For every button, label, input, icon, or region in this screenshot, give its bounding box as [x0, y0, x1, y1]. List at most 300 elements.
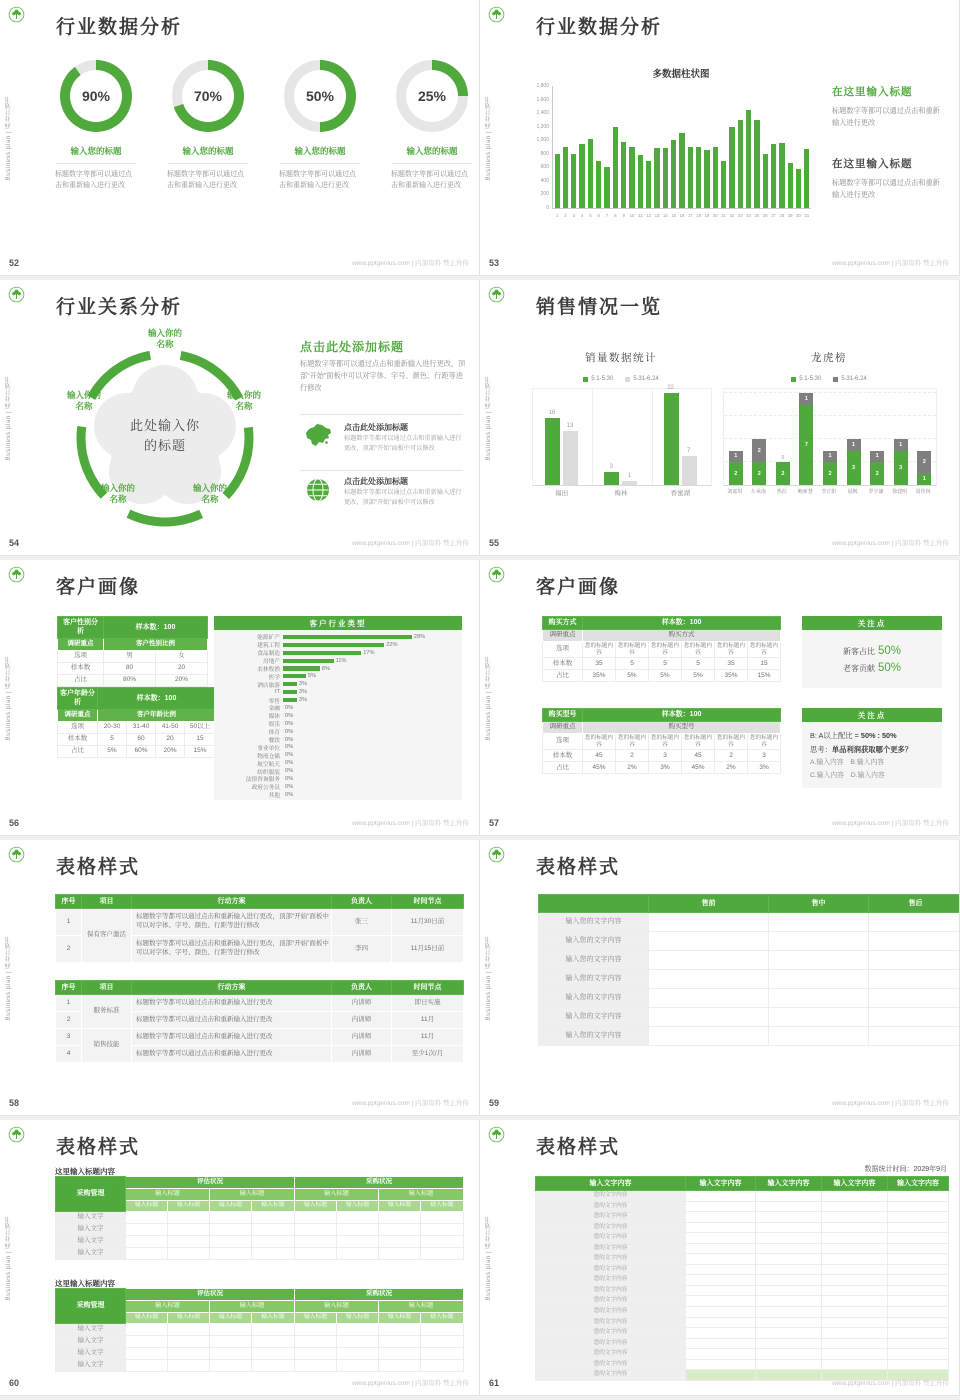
cell — [168, 1212, 210, 1224]
sidebar-vertical-text: Business plan | 商业计划书 — [486, 95, 492, 180]
hbar-label: 酒店旅游 — [257, 682, 280, 689]
donut-value: 70% — [182, 70, 234, 122]
cell — [769, 1008, 869, 1027]
cell — [379, 1348, 421, 1360]
cell — [822, 1359, 888, 1370]
donut-desc: 标题数字等都可以通过点击和重新输入进行更改 — [167, 171, 244, 190]
donut-block — [50, 60, 142, 191]
bar — [804, 149, 809, 208]
segment-value: 1 — [922, 476, 926, 483]
cell: 20 — [156, 662, 208, 674]
header-cell: 售后 — [869, 895, 960, 913]
multi-bar-chart — [536, 83, 811, 218]
cell — [769, 970, 869, 989]
cell — [168, 1224, 210, 1236]
bar — [671, 140, 676, 208]
cell — [649, 932, 769, 951]
x-tick: 12 — [646, 213, 652, 218]
page-number: 61 — [489, 1378, 500, 1388]
hbar — [283, 643, 384, 647]
hbar-value: 17% — [363, 649, 375, 656]
header-cell: 采购管理 — [56, 1289, 126, 1324]
footer-credit: www.pptgenius.com | 内部资料 禁止外传 — [352, 260, 469, 267]
cell: 3 — [56, 1029, 82, 1046]
cell — [756, 1243, 822, 1254]
x-tick: 2 — [564, 213, 567, 218]
procurement-table — [55, 1288, 464, 1372]
cell: 1 — [56, 995, 82, 1012]
bar — [545, 418, 560, 485]
x-tick: 28 — [779, 213, 785, 218]
cell — [252, 1212, 295, 1224]
cell: 5 — [616, 658, 649, 670]
donut-desc: 标题数字等都可以通过点击和重新输入进行更改 — [391, 171, 468, 190]
hbar-row — [214, 680, 462, 688]
cell: 2 — [616, 750, 649, 762]
legend-label: 5.1-5.30 — [591, 376, 614, 382]
age-analysis-table — [57, 687, 216, 758]
x-tick: 20 — [712, 213, 718, 218]
slide-title: 客户画像 — [536, 577, 621, 598]
chart-title: 龙虎榜 — [811, 352, 847, 364]
cell — [379, 1212, 421, 1224]
page-number: 56 — [9, 818, 20, 828]
cell — [421, 1224, 464, 1236]
cell — [756, 1359, 822, 1370]
header-cell: 购买方式 — [543, 617, 583, 630]
hbar-label: 政府公务员 — [251, 785, 280, 792]
cell — [295, 1224, 337, 1236]
cell — [822, 1296, 888, 1307]
cell — [822, 1307, 888, 1318]
hbar-value: 3% — [298, 697, 308, 704]
header-cell: 输入标题 — [126, 1189, 210, 1201]
cell: 李四 — [332, 936, 392, 963]
option-line: A.输入内容 B.输入内容 — [810, 758, 885, 766]
divider — [300, 470, 463, 471]
bar — [621, 142, 626, 208]
header-cell: 输入标题 — [210, 1301, 295, 1313]
cell — [337, 1248, 379, 1260]
header-cell: 样本数：100 — [583, 709, 781, 722]
slide-58[interactable] — [0, 840, 480, 1116]
cell — [756, 1285, 822, 1296]
cell — [379, 1336, 421, 1348]
stat-label: 新客占比 — [842, 646, 875, 656]
cell — [822, 1222, 888, 1233]
stat-label: 老客贡献 — [842, 663, 875, 673]
cell — [686, 1296, 756, 1307]
x-tick: 1 — [556, 213, 559, 218]
panel-body — [802, 630, 942, 688]
bar — [721, 161, 726, 208]
cell — [686, 1201, 756, 1212]
cell: 您的文字内容 — [536, 1370, 686, 1381]
footer-credit: www.pptgenius.com | 内部资料 禁止外传 — [352, 540, 469, 547]
cell: 保有客户激活 — [82, 909, 132, 963]
cell — [686, 1370, 756, 1381]
cell — [649, 970, 769, 989]
cell — [686, 1317, 756, 1328]
cell — [252, 1324, 295, 1336]
cell: 您的文字内容 — [536, 1243, 686, 1254]
segment-value: 2 — [781, 470, 785, 477]
segment-value: 3 — [899, 464, 903, 471]
cell — [686, 1212, 756, 1223]
header-cell: 输入标题 — [252, 1201, 295, 1212]
footer-credit: www.pptgenius.com | 内部资料 禁止外传 — [832, 820, 949, 827]
sidebar-vertical-text: Business plan | 商业计划书 — [486, 655, 492, 740]
cell: 您的文字内容 — [536, 1222, 686, 1233]
cell: 80 — [104, 662, 156, 674]
header-cell: 输入标题 — [252, 1313, 295, 1324]
diagram-node-label: 输入你的名称 — [66, 390, 101, 412]
header-cell: 输入文字内容 — [822, 1177, 888, 1191]
cell: 输入您的文字内容 — [539, 989, 649, 1008]
donut-chart — [284, 60, 356, 132]
cell: 5 — [98, 733, 127, 745]
cell — [888, 1317, 949, 1328]
pptgenius-logo-icon — [488, 846, 505, 863]
header-cell: 输入文字内容 — [888, 1177, 949, 1191]
slide-59[interactable] — [480, 840, 960, 1116]
grid-line — [724, 415, 936, 416]
hbar-label: 法律咨询服务 — [245, 777, 280, 784]
hbar-value: 0% — [285, 744, 294, 751]
block-text: 标题数字等都可以通过点击和重新输入进行更改 — [832, 178, 940, 200]
grouped-bar-chart — [532, 385, 712, 486]
segment-value: 2 — [757, 470, 761, 477]
cell: 标题数字等都可以通过点击和重新输入进行更改，顶部“开始”面板中可以对字体、字号、颜色、行距等进行修改 — [132, 909, 332, 936]
segment-value: 1 — [804, 395, 808, 402]
cell: 您的文字内容 — [536, 1328, 686, 1339]
cell: 2 — [56, 1012, 82, 1029]
bar — [771, 144, 776, 208]
cell — [686, 1191, 756, 1202]
cell: 您的文字内容 — [536, 1201, 686, 1212]
x-axis-labels — [532, 488, 710, 497]
question-line: 思考：单品利润获取哪个更多？ — [810, 744, 913, 754]
cell: 11月15日前 — [392, 936, 464, 963]
slide-title: 行业关系分析 — [56, 297, 183, 318]
cell: 您的文字内容 — [536, 1264, 686, 1275]
text-block — [832, 156, 944, 201]
slide-55[interactable] — [480, 280, 960, 556]
hbar-label: 航空航天 — [257, 761, 280, 768]
x-tick: 3 — [572, 213, 575, 218]
cell — [822, 1212, 888, 1223]
cell — [337, 1212, 379, 1224]
cell: 选项 — [543, 734, 583, 750]
cell — [168, 1348, 210, 1360]
cell — [252, 1224, 295, 1236]
header-cell: 输入标题 — [337, 1313, 379, 1324]
cell — [756, 1349, 822, 1360]
bar — [696, 147, 701, 208]
gender-analysis-table — [57, 616, 208, 687]
page-number: 53 — [489, 258, 500, 268]
header-cell: 序号 — [56, 895, 82, 909]
cell: 31-40 — [127, 721, 156, 733]
bar-value: 3 — [609, 464, 613, 471]
cell: 您的文字内容 — [536, 1285, 686, 1296]
cell: 您的标题内容 — [616, 642, 649, 658]
page-number: 55 — [489, 538, 500, 548]
bar — [713, 147, 718, 208]
donut-block — [386, 60, 478, 191]
cell: 5 — [649, 658, 682, 670]
cell: 35% — [583, 670, 616, 682]
cell — [337, 1336, 379, 1348]
slide-title: 销售情况一览 — [536, 297, 663, 318]
header-cell: 输入标题 — [379, 1313, 421, 1324]
cell — [686, 1222, 756, 1233]
hbar-label: 事业单位 — [257, 745, 280, 752]
cell — [168, 1248, 210, 1260]
header-cell: 时间节点 — [392, 895, 464, 909]
diagram-center-title: 此处输入你的标题 — [129, 418, 200, 454]
header-cell: 输入标题 — [379, 1301, 464, 1313]
cell: 您的标题内容 — [748, 734, 781, 750]
header-cell: 客户性别比例 — [104, 638, 208, 650]
cell — [756, 1338, 822, 1349]
footer-credit: www.pptgenius.com | 内部资料 禁止外传 — [832, 1380, 949, 1387]
cell: 您的标题内容 — [583, 642, 616, 658]
slide-52[interactable] — [0, 0, 480, 276]
hbar-value: 0% — [285, 704, 294, 711]
cell — [756, 1233, 822, 1244]
sidebar-vertical-text: Business plan | 商业计划书 — [486, 1215, 492, 1300]
action-plan-table — [55, 980, 464, 1063]
hbar-value: 5% — [308, 673, 317, 680]
cell — [888, 1328, 949, 1339]
cell — [295, 1212, 337, 1224]
cell: 20% — [156, 674, 208, 686]
cell — [888, 1338, 949, 1349]
cell — [379, 1224, 421, 1236]
cell — [337, 1348, 379, 1360]
cell: 45 — [583, 750, 616, 762]
header-cell: 输入标题 — [379, 1201, 421, 1212]
hbar-label: 娱乐 — [268, 722, 280, 729]
cell — [337, 1324, 379, 1336]
donut-title: 输入您的标题 — [70, 146, 122, 156]
cell: 3 — [649, 750, 682, 762]
chart-legend — [532, 376, 710, 382]
donut-chart — [60, 60, 132, 132]
x-tick: 9 — [622, 213, 625, 218]
header-cell: 购买型号 — [583, 722, 781, 734]
cell — [822, 1285, 888, 1296]
cell: 服务标准 — [82, 995, 132, 1029]
cell — [126, 1360, 168, 1372]
cell: 您的标题内容 — [649, 642, 682, 658]
x-category: 刘嘉琪 — [727, 489, 743, 495]
x-tick: 16 — [679, 213, 685, 218]
y-tick: 1,600 — [536, 96, 549, 103]
cell: 35% — [715, 670, 748, 682]
cell: 15 — [185, 733, 216, 745]
header-cell: 采购状况 — [295, 1177, 464, 1189]
cell: 输入文字 — [56, 1236, 126, 1248]
slide-54[interactable] — [0, 280, 480, 556]
cell: 标题数字等都可以通过点击和重新输入进行更改 — [132, 1029, 332, 1046]
cell — [888, 1243, 949, 1254]
cell — [168, 1236, 210, 1248]
cell — [126, 1324, 168, 1336]
cell — [888, 1201, 949, 1212]
x-tick: 24 — [746, 213, 751, 218]
slide-61[interactable] — [480, 1120, 960, 1396]
hbar-value: 3% — [298, 689, 308, 696]
y-tick: 1,200 — [536, 123, 549, 130]
block-text: 标题数字等都可以通过点击和重新输入进行更改 — [832, 106, 940, 128]
cell: 输入您的文字内容 — [539, 932, 649, 951]
cell: 您的文字内容 — [536, 1359, 686, 1370]
cell — [756, 1212, 822, 1223]
ratio-line: B: A以上配比 = 50% : 50% — [810, 731, 897, 740]
hbar-chart — [214, 630, 462, 799]
bar-value: 7 — [686, 447, 691, 454]
slide-53[interactable] — [480, 0, 960, 276]
x-tick: 14 — [663, 213, 668, 218]
page-number: 59 — [489, 1098, 500, 1108]
cell: 20 — [156, 733, 185, 745]
slide-56[interactable] — [0, 560, 480, 836]
x-tick: 11 — [638, 213, 643, 218]
hbar — [283, 698, 297, 702]
cell: 4 — [56, 1046, 82, 1063]
slide-title: 表格样式 — [536, 1137, 621, 1158]
cell: 您的文字内容 — [536, 1275, 686, 1286]
cell — [421, 1212, 464, 1224]
bar — [729, 127, 734, 208]
cell: 45 — [682, 750, 715, 762]
bar — [688, 147, 693, 208]
header-cell: 输入标题 — [210, 1201, 252, 1212]
stat-value: 50% — [877, 644, 902, 657]
cell — [210, 1360, 252, 1372]
header-cell: 调研重点 — [58, 638, 104, 650]
cell: 输入您的文字内容 — [539, 1008, 649, 1027]
cell — [126, 1248, 168, 1260]
cell — [379, 1360, 421, 1372]
hbar-value: 22% — [386, 641, 398, 648]
cell: 样本数 — [58, 662, 104, 674]
table-caption: 这里输入标题内容 — [55, 1167, 115, 1176]
hbar-label: 食品制造 — [257, 651, 280, 658]
cell: 您的文字内容 — [536, 1233, 686, 1244]
grid-line — [724, 392, 936, 393]
bar-value: 13 — [566, 422, 574, 429]
header-cell: 负责人 — [332, 981, 392, 995]
cell — [337, 1360, 379, 1372]
bar — [763, 154, 768, 208]
x-tick: 30 — [796, 213, 801, 218]
hbar-value: 0% — [285, 775, 294, 782]
grid-line — [652, 389, 653, 485]
sidebar-vertical-text: Business plan | 商业计划书 — [6, 95, 12, 180]
header-cell: 输入文字内容 — [536, 1177, 686, 1191]
x-tick: 7 — [605, 213, 609, 218]
segment-value: 2 — [922, 459, 926, 465]
y-tick: 400 — [540, 177, 549, 184]
cell — [888, 1264, 949, 1275]
cell — [822, 1264, 888, 1275]
hbar-label: 医学 — [268, 674, 280, 681]
cell: 输入文字 — [56, 1224, 126, 1236]
cell — [769, 951, 869, 970]
block-heading: 在这里输入标题 — [832, 158, 913, 170]
slide-title: 表格样式 — [56, 1137, 141, 1158]
x-category: 罗宇谦 — [868, 489, 884, 495]
cell: 您的标题内容 — [649, 734, 682, 750]
cell — [888, 1212, 949, 1223]
cell — [686, 1285, 756, 1296]
cell: 至少1次/月 — [392, 1046, 464, 1063]
header-cell: 输入标题 — [379, 1189, 464, 1201]
cell: 输入您的文字内容 — [539, 970, 649, 989]
cell — [210, 1336, 252, 1348]
bar — [738, 120, 743, 208]
cell: 15% — [185, 745, 216, 757]
slide-57[interactable] — [480, 560, 960, 836]
hbar-value: 28% — [413, 633, 426, 640]
hbar-label: 餐饮 — [268, 738, 280, 745]
cell: 45% — [583, 762, 616, 774]
china-map-icon — [302, 422, 334, 450]
cell — [888, 1359, 949, 1370]
cell: 5 — [682, 658, 715, 670]
diagram-node-label: 输入你的名称 — [226, 390, 261, 412]
cell: 3% — [649, 762, 682, 774]
x-tick: 29 — [787, 213, 793, 218]
cell: 标题数字等都可以通过点击和重新输入进行更改，顶部“开始”面板中可以对字体、字号、颜色、行距等进行修改 — [132, 936, 332, 963]
cell: 女 — [156, 650, 208, 662]
cell: 输入您的文字内容 — [539, 1027, 649, 1046]
header-cell: 评估状况 — [126, 1177, 295, 1189]
cell: 20-30 — [98, 721, 127, 733]
bar — [646, 161, 651, 208]
header-cell: 采购管理 — [56, 1177, 126, 1212]
segment-value: 3 — [852, 464, 856, 471]
procurement-table — [55, 1176, 464, 1260]
cell: 您的标题内容 — [616, 734, 649, 750]
header-cell: 样本数：100 — [98, 688, 216, 710]
cell: 选项 — [543, 642, 583, 658]
x-tick: 26 — [762, 213, 768, 218]
header-cell: 输入标题 — [421, 1201, 464, 1212]
cell: 标题数字等都可以通过点击和重新输入进行更改 — [132, 1012, 332, 1029]
bar — [596, 161, 601, 208]
stat-line — [843, 662, 901, 674]
header-cell: 时间节点 — [392, 981, 464, 995]
cell — [756, 1275, 822, 1286]
header-cell: 购买型号 — [543, 709, 583, 722]
cell — [210, 1248, 252, 1260]
cell: 销售技能 — [82, 1029, 132, 1063]
cell — [295, 1336, 337, 1348]
cell: 60 — [127, 733, 156, 745]
header-cell: 输入标题 — [126, 1301, 210, 1313]
bar — [622, 481, 637, 485]
header-cell: 输入文字内容 — [686, 1177, 756, 1191]
hbar-label: 纺织服装 — [257, 769, 280, 776]
legend-swatch — [791, 377, 796, 382]
slide-60[interactable] — [0, 1120, 480, 1396]
cell: 您的文字内容 — [536, 1296, 686, 1307]
cell — [126, 1336, 168, 1348]
